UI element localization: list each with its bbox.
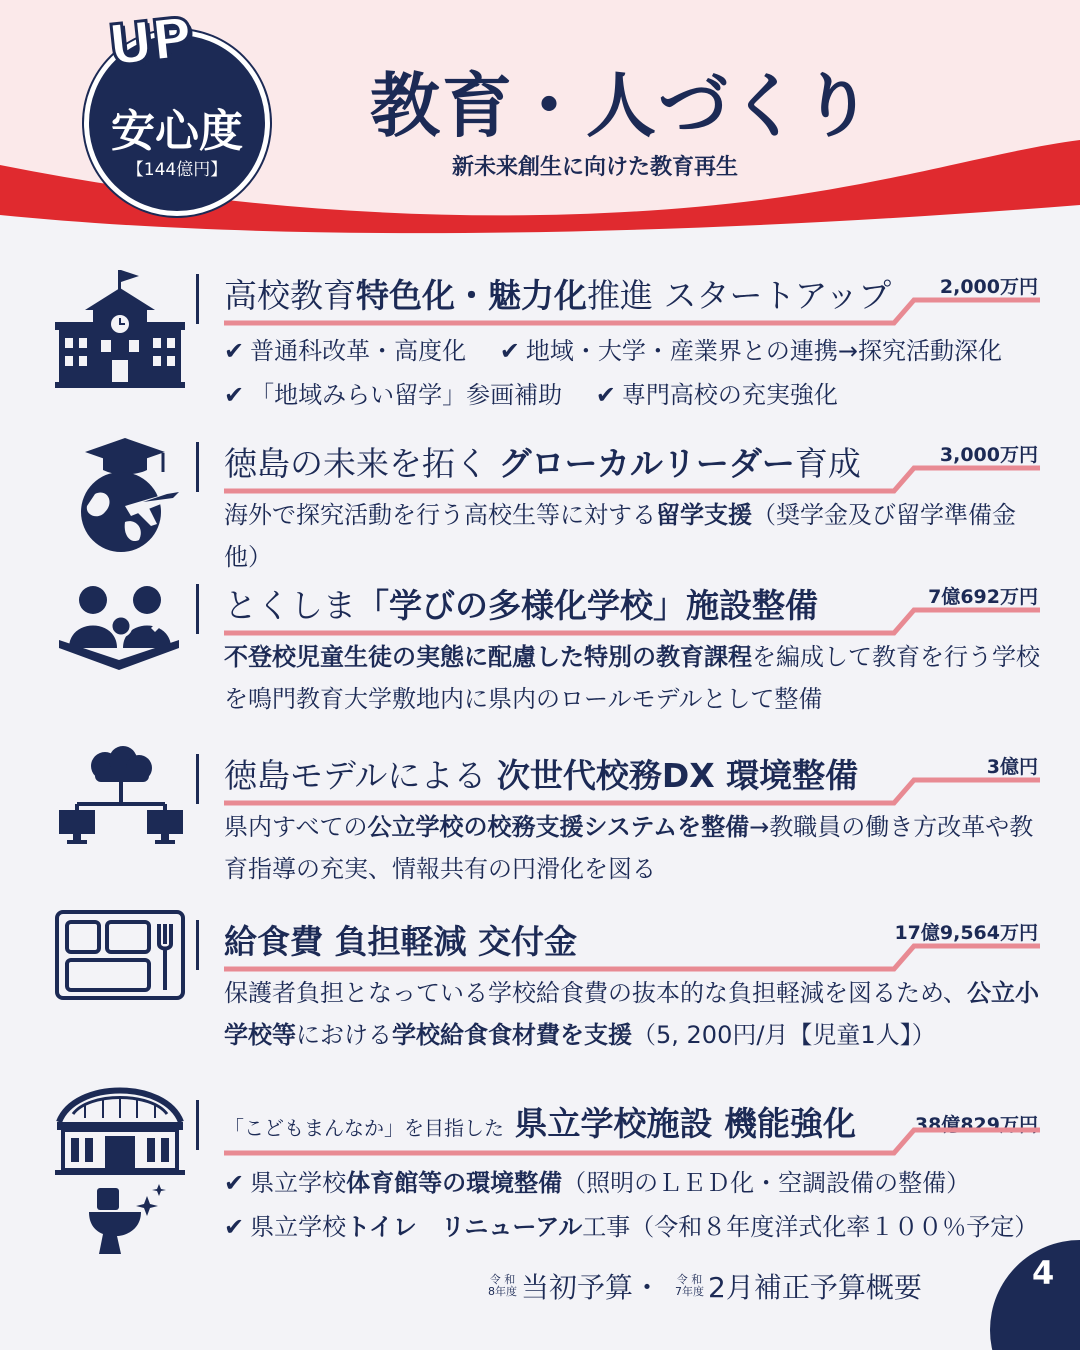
cloud-network-icon [55,746,185,846]
budget-amount: 3億円 [986,756,1038,778]
desc-text: （奨学金及び留学準備金他） [224,501,1016,571]
desc-text: →教職員の働き方改革や教育指導の充実、情報共有の円滑化を図る [224,813,1034,883]
section-lunch-subsidy [0,908,1080,1068]
desc-text: 県内すべての [224,813,368,841]
era-top: 令 和 [489,1273,516,1286]
title-bold: 給食費 負担軽減 交付金 [224,922,577,961]
badge-up-text: UP [104,5,194,80]
page-title: 教育・人づくり [370,65,874,147]
check-text: 工事（令和８年度洋式化率１００％予定） [582,1213,1039,1241]
title-bold: 次世代校務DX 環境整備 [496,756,859,795]
desc-text: （5, 200円/月【児童1人】） [632,1021,936,1049]
era-label [488,1274,517,1298]
check-text: （照明のＬＥＤ化・空調設備の整備） [562,1169,971,1197]
desc-bold: 不登校児童生徒の実態に配慮した特別の教育課程 [224,643,752,671]
check-text: 県立学校 [250,1213,347,1241]
header-banner [0,0,1080,245]
budget-supplementary: 2月補正予算概要 [708,1271,922,1304]
section-school-dx [0,742,1080,902]
desc-text: を編成して教育を行う学校を鳴門教育大学敷地内に県内のロールモデルとして整備 [224,643,1040,713]
underline-step [224,290,1040,330]
title-text: 推進 スタートアップ [587,276,892,315]
section-prefectural-facilities [0,1078,1080,1258]
budget-amount: 17億9,564万円 [894,922,1038,944]
section-description [224,494,1040,578]
gymnasium-toilet-icon [55,1078,185,1258]
budget-amount: 38億829万円 [914,1114,1038,1136]
era-label [675,1274,704,1298]
title-text: 高校教育 [224,276,356,315]
section-description [224,636,1040,720]
underline-step [224,600,1040,640]
divider-bar [196,1100,199,1150]
check-item: 普通科改革・高度化 [250,337,467,365]
divider-bar [196,754,199,804]
desc-text: 海外で探究活動を行う高校生等に対する [224,501,656,529]
divider-bar [196,920,199,970]
check-row: ✔ 「地域みらい留学」参画補助 ✔ 専門高校の充実強化 [224,381,838,409]
check-row: ✔ 県立学校体育館等の環境整備（照明のＬＥＤ化・空調設備の整備） [224,1169,971,1197]
title-bold: グローカルリーダー [498,444,795,483]
underline-step [224,1120,1040,1160]
school-building-icon [55,270,185,390]
underline-step [224,458,1040,498]
page-subtitle: 新未来創生に向けた教育再生 [452,155,739,180]
desc-text: 保護者負担となっている学校給食費の抜本的な負担軽減を図るため、 [224,979,968,1007]
title-bold: 特色化・魅力化 [356,276,587,315]
check-row: ✔ 普通科改革・高度化 ✔ 地域・大学・産業界との連携→探究活動深化 [224,337,1002,365]
title-bold: 県立学校施設 機能強化 [514,1104,856,1143]
divider-bar [196,442,199,492]
budget-amount: 2,000万円 [939,276,1038,298]
section-highschool [0,262,1080,422]
title-text: 育成 [794,444,861,483]
budget-amount: 7億692万円 [928,586,1038,608]
check-item: 「地域みらい留学」参画補助 [250,381,563,409]
page-number: 4 [1032,1254,1055,1292]
divider-bar [196,274,199,324]
desc-bold: 学校給食食材費を支援 [392,1021,632,1049]
section-description [224,806,1040,890]
desc-bold: 留学支援 [656,501,752,529]
footer-budget-title [488,1266,922,1306]
budget-amount: 3,000万円 [939,444,1038,466]
underline-step [224,770,1040,810]
section-description [224,972,1040,1056]
check-item: 専門高校の充実強化 [621,381,838,409]
badge-label: 安心度 [111,106,243,157]
underline-step [224,936,1040,976]
budget-initial: 当初予算・ [521,1271,662,1304]
check-bold: 体育館等の環境整備 [346,1169,563,1197]
era-bottom: 7年度 [675,1285,705,1298]
family-learning-icon [55,578,185,678]
badge-amount: 【144億円】 [126,160,228,180]
title-small: 「こどもまんなか」を目指した [224,1116,504,1140]
check-row: ✔ 県立学校トイレ リニューアル工事（令和８年度洋式化率１００％予定） [224,1213,1039,1241]
title-text: 徳島の未来を拓く [224,444,499,483]
globe-graduation-icon [55,432,185,552]
era-bottom: 8年度 [488,1285,517,1298]
section-diverse-learning-school [0,572,1080,732]
section-glocal-leader [0,430,1080,571]
desc-bold: 公立小学校等 [224,979,1040,1049]
desc-text: における [296,1021,392,1049]
title-text: とくしま [224,586,356,625]
desc-bold: 公立学校の校務支援システムを整備 [367,813,750,841]
title-bold: 「学びの多様化学校」施設整備 [356,586,818,625]
era-top: 令 和 [676,1273,703,1286]
check-text: 県立学校 [250,1169,347,1197]
check-bold: トイレ リニューアル [346,1213,583,1241]
divider-bar [196,584,199,634]
check-item: 地域・大学・産業界との連携→探究活動深化 [525,337,1002,365]
title-text: 徳島モデルによる [224,756,497,795]
lunch-tray-icon [55,910,185,1000]
